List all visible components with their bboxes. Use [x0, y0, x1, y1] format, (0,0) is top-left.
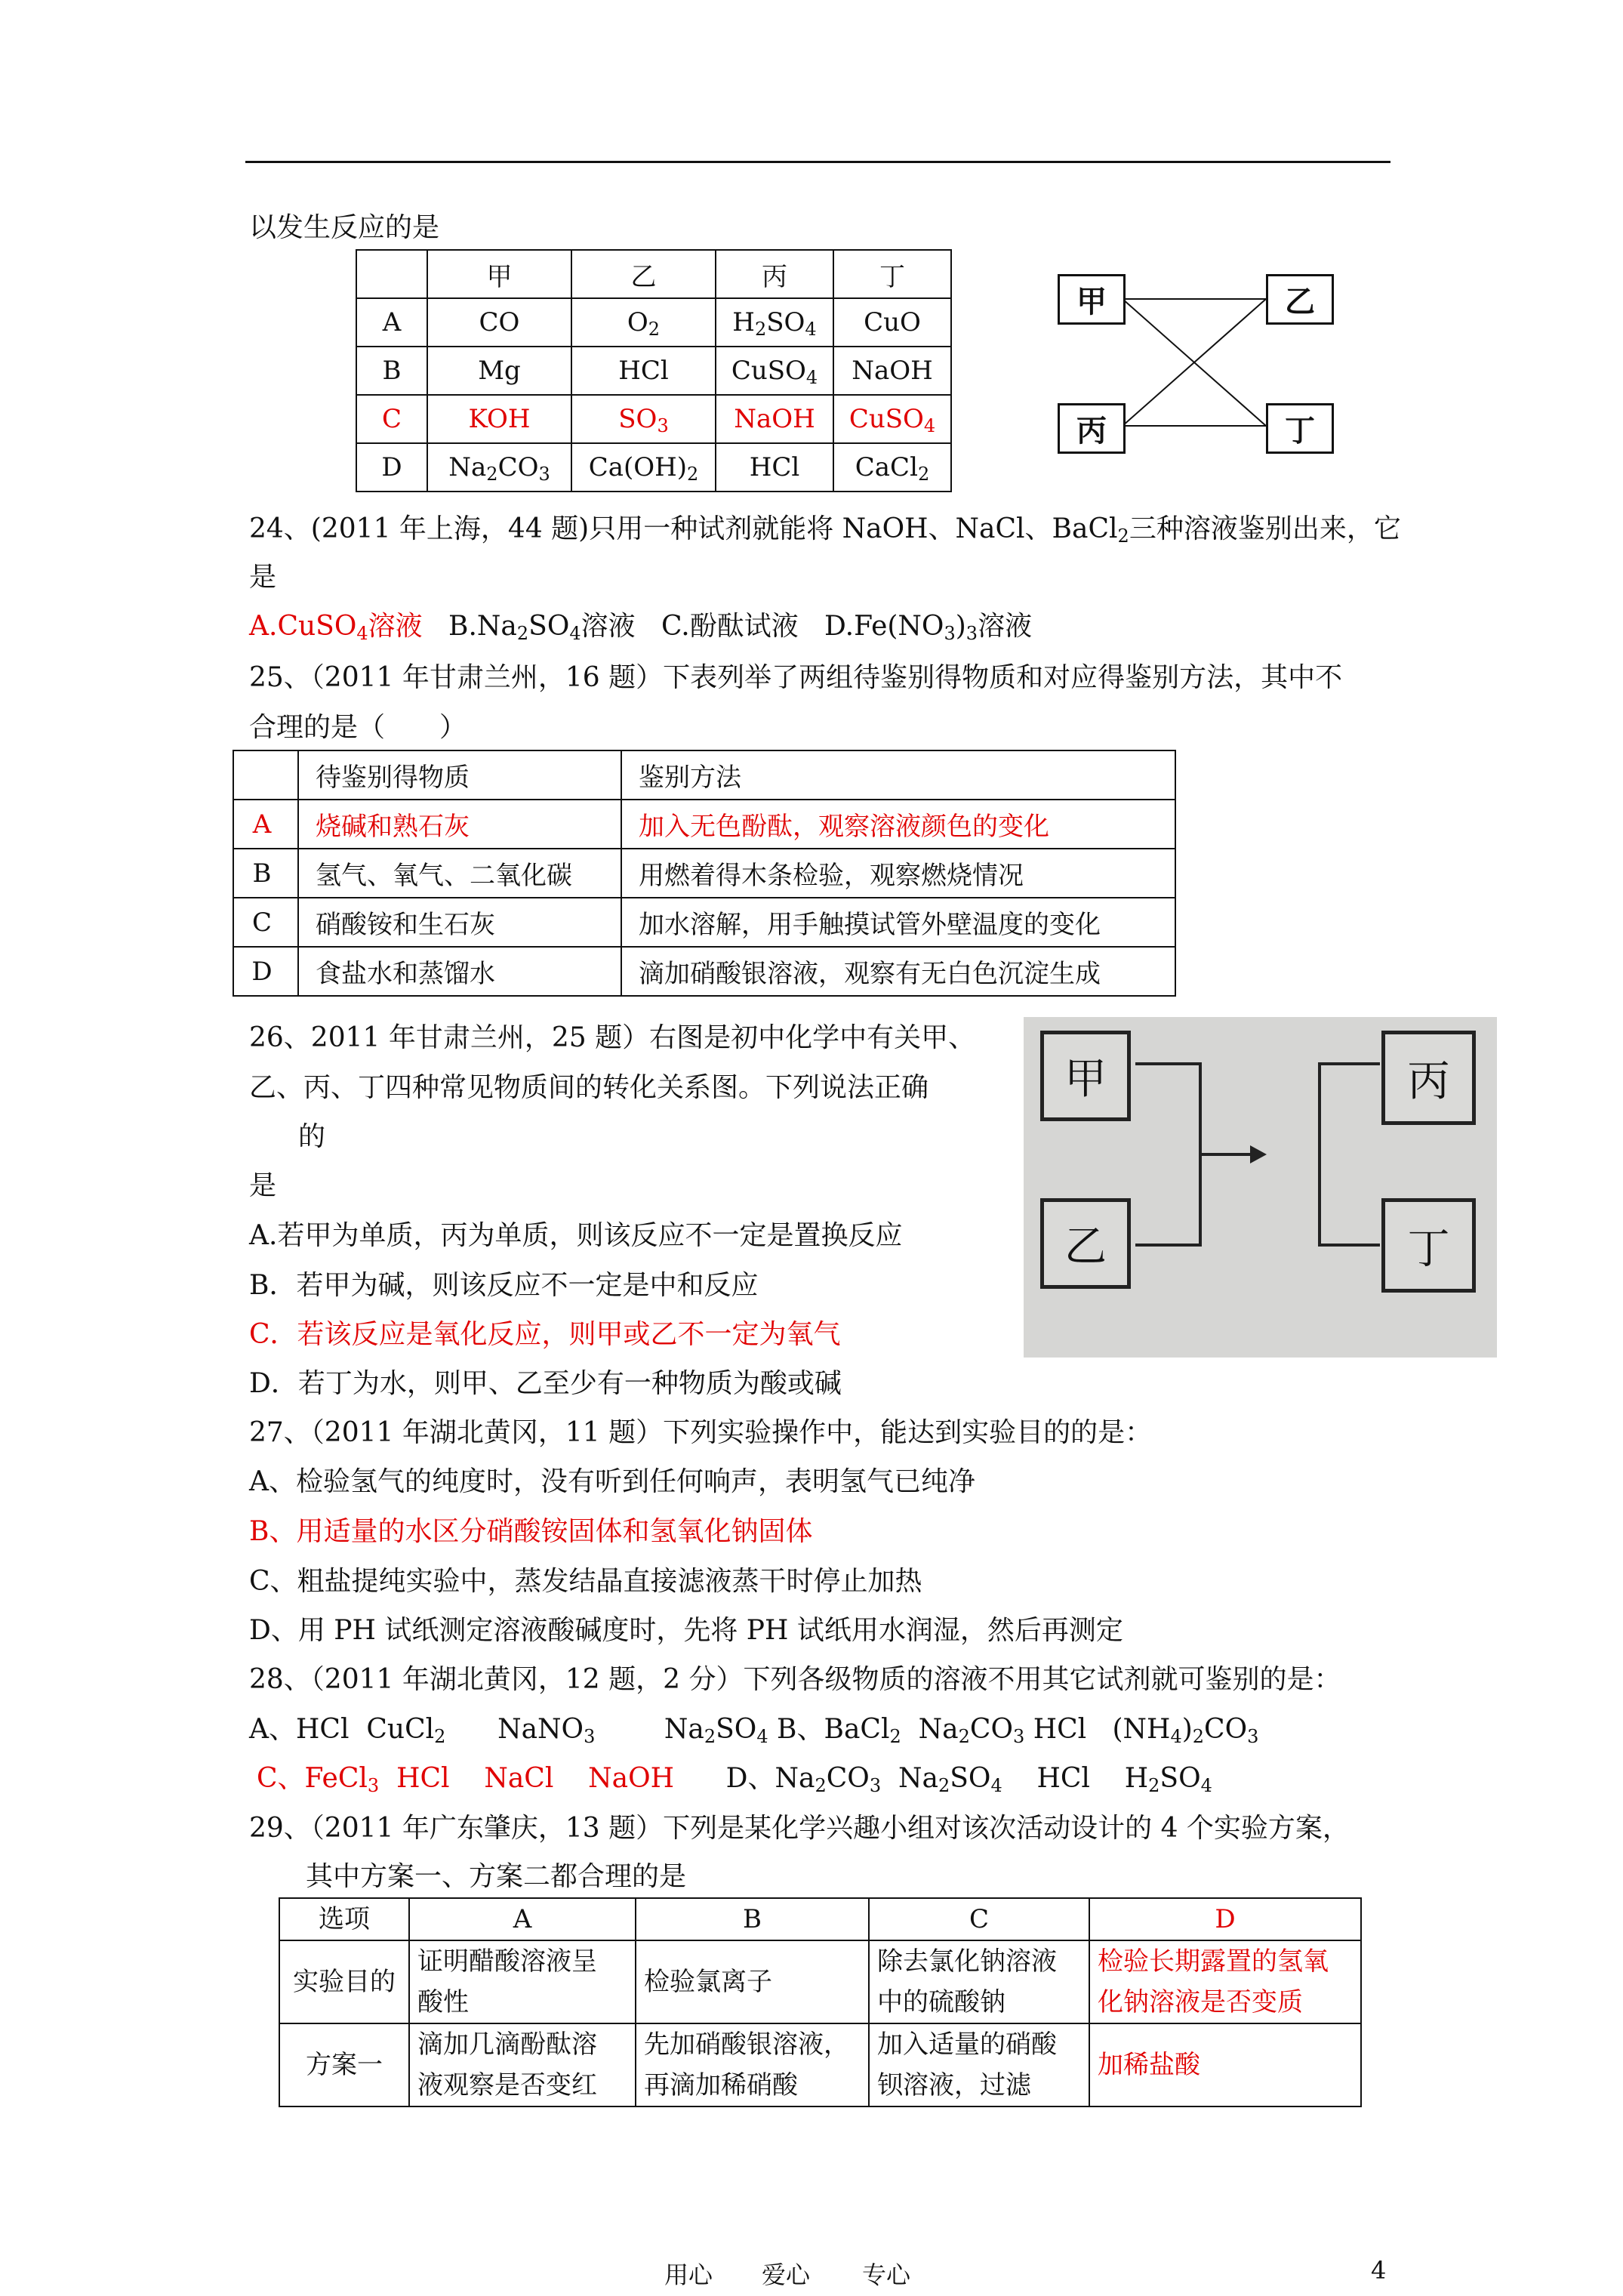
q26-stem-line3: 的 [298, 1121, 326, 1152]
table-row [356, 298, 951, 347]
footer-motto-3: 专心 [862, 2261, 911, 2289]
q23-cell: NaOH [716, 395, 833, 443]
q23-cell: $O_2$ [571, 298, 716, 347]
q23-cell: NaOH [833, 347, 951, 395]
q29-cell: 检验氯离子 [636, 1940, 869, 2023]
q23-box-jia: 甲 [1058, 274, 1126, 325]
q25-row-label: C [233, 898, 298, 947]
q25-substance: 烧碱和熟石灰 [298, 800, 621, 849]
q29-table [279, 1897, 1362, 2107]
q25-row-label: B [233, 849, 298, 898]
q26-stem-line2: 乙、丙、丁四种常见物质间的转化关系图。下列说法正确 [249, 1072, 929, 1103]
q25-substance: 硝酸铵和生石灰 [298, 898, 621, 947]
q26-box-jia: 甲 [1040, 1031, 1131, 1121]
q23-box-yi: 乙 [1266, 274, 1334, 325]
q23-row-label: A [356, 298, 427, 347]
q28-options-line1: A、HCl CuCl$_2$ NaNO$_3$ $Na_2SO_4$ B、BaCl$_2$ $Na_2CO_3$ HCl $(NH_4)_2CO_3$ [249, 1714, 1259, 1747]
table-row [233, 898, 1175, 947]
q24-option-b: $B.Na_2SO_4$溶液 [448, 611, 636, 644]
q26-option-a: A.若甲为单质，丙为单质，则该反应不一定是置换反应 [249, 1220, 903, 1251]
table-row [279, 1940, 1361, 2023]
q25-header-cell: 待鉴别得物质 [298, 750, 621, 800]
q25-table [233, 750, 1176, 997]
q28-options-line2 [257, 1763, 1212, 1796]
q26-box-bing: 丙 [1381, 1031, 1476, 1125]
table-row [356, 395, 951, 443]
table-row [356, 443, 951, 492]
q23-cell: Mg [427, 347, 571, 395]
table-row [233, 947, 1175, 996]
q23-cell: CaCl$_2$ [833, 443, 951, 492]
q25-method: 加入无色酚酞，观察溶液颜色的变化 [621, 800, 1175, 849]
q25-method: 滴加硝酸银溶液，观察有无白色沉淀生成 [621, 947, 1175, 996]
q24-option-d: $D.Fe(NO_3)_3$溶液 [824, 611, 1033, 644]
q23-header-cell: 丙 [716, 250, 833, 298]
q29-cell: 证明醋酸溶液呈 酸性 [409, 1940, 636, 2023]
q23-cell: KOH [427, 395, 571, 443]
q25-substance: 氢气、氧气、二氧化碳 [298, 849, 621, 898]
q29-cell: 加入适量的硝酸 钡溶液，过滤 [869, 2023, 1089, 2106]
footer-motto-1: 用心 [664, 2261, 713, 2289]
q29-cell: 除去氯化钠溶液 中的硫酸钠 [869, 1940, 1089, 2023]
q26-box-ding: 丁 [1381, 1198, 1476, 1293]
q23-cell: HCl [571, 347, 716, 395]
q25-stem-line1: 25、（2011 年甘肃兰州，16 题）下表列举了两组待鉴别得物质和对应得鉴别方法，其中不 [249, 662, 1343, 693]
q29-cell: 滴加几滴酚酞溶 液观察是否变红 [409, 2023, 636, 2106]
q25-method: 加水溶解，用手触摸试管外壁温度的变化 [621, 898, 1175, 947]
header-line: 以发生反应的是 [249, 212, 440, 243]
q29-cell: 先加硝酸银溶液， 再滴加稀硝酸 [636, 2023, 869, 2106]
q23-cell: CuO [833, 298, 951, 347]
q28-option-d: D、$Na_2CO_3$ $Na_2SO_4$ HCl $H_2SO_4$ [725, 1763, 1212, 1796]
q23-cell: $Ca(OH)_2$ [571, 443, 716, 492]
q23-header-cell [356, 250, 427, 298]
q29-header-cell: C [869, 1898, 1089, 1940]
q25-substance: 食盐水和蒸馏水 [298, 947, 621, 996]
q29-header-cell: 选项 [279, 1898, 409, 1940]
q29-stem-line1: 29、（2011 年广东肇庆，13 题）下列是某化学兴趣小组对该次活动设计的 4 个实验方案， [249, 1813, 1350, 1844]
q23-row-label: C [356, 395, 427, 443]
q29-cell: 检验长期露置的氢氧 化钠溶液是否变质 [1089, 1940, 1361, 2023]
q26-option-b: B．若甲为碱，则该反应不一定是中和反应 [249, 1270, 759, 1301]
q26-stem-line4: 是 [249, 1170, 277, 1201]
q26-diagram-photo [1024, 1017, 1497, 1358]
q26-option-d: D．若丁为水，则甲、乙至少有一种物质为酸或碱 [249, 1368, 842, 1399]
q24-stem-line2: 是 [249, 562, 277, 593]
q25-method: 用燃着得木条检验，观察燃烧情况 [621, 849, 1175, 898]
q28-stem: 28、（2011 年湖北黄冈，12 题，2 分）下列各级物质的溶液不用其它试剂就可鉴别的是： [249, 1664, 1341, 1695]
q29-cell: 加稀盐酸 [1089, 2023, 1361, 2106]
q27-stem: 27、（2011 年湖北黄冈，11 题）下列实验操作中，能达到实验目的的是： [249, 1417, 1153, 1448]
q23-row-label: D [356, 443, 427, 492]
q23-header-cell: 甲 [427, 250, 571, 298]
q24-option-c: C.酚酞试液 [661, 611, 799, 642]
q27-option-d: D、用 PH 试纸测定溶液酸碱度时，先将 PH 试纸用水润湿，然后再测定 [249, 1615, 1123, 1646]
q29-row-label: 方案一 [279, 2023, 409, 2106]
q25-row-label: D [233, 947, 298, 996]
q23-box-ding: 丁 [1266, 403, 1334, 454]
q25-header-cell: 鉴别方法 [621, 750, 1175, 800]
q26-stem-line1: 26、2011 年甘肃兰州，25 题）右图是初中化学中有关甲、 [249, 1022, 976, 1053]
q27-option-a: A、检验氢气的纯度时，没有听到任何响声，表明氢气已纯净 [249, 1466, 975, 1497]
q23-cell: CO [427, 298, 571, 347]
q23-cell: CuSO$_4$ [833, 395, 951, 443]
q25-stem-line2: 合理的是（ ） [249, 712, 467, 743]
q29-stem-line2: 其中方案一、方案二都合理的是 [306, 1861, 687, 1892]
footer-motto-2: 爱心 [762, 2261, 811, 2289]
q25-header-cell [233, 750, 298, 800]
q23-row-label: B [356, 347, 427, 395]
q23-cell: $Na_2CO_3$ [427, 443, 571, 492]
q27-option-c: C、粗盐提纯实验中，蒸发结晶直接滤液蒸干时停止加热 [249, 1566, 922, 1597]
q23-cell: CuSO$_4$ [716, 347, 833, 395]
q26-option-c: C．若该反应是氧化反应，则甲或乙不一定为氧气 [249, 1319, 841, 1350]
q24-options [249, 611, 1033, 644]
q23-cell: $SO_3$ [571, 395, 716, 443]
q24-stem: 24、(2011 年上海，44 题)只用一种试剂就能将 NaOH、NaCl、BaCl$_2$三种溶液鉴别出来，它 [249, 513, 1401, 547]
table-row [356, 347, 951, 395]
q27-option-b: B、用适量的水区分硝酸铵固体和氢氧化钠固体 [249, 1516, 813, 1547]
table-row [233, 849, 1175, 898]
q23-header-cell: 乙 [571, 250, 716, 298]
q24-option-a: A.CuSO$_4$溶液 [249, 611, 423, 644]
q23-header-cell: 丁 [833, 250, 951, 298]
q29-header-cell: B [636, 1898, 869, 1940]
q25-row-label: A [233, 800, 298, 849]
q28-option-c: C、FeCl$_3$ HCl NaCl NaOH [257, 1763, 674, 1796]
q29-row-label: 实验目的 [279, 1940, 409, 2023]
q29-header-cell: A [409, 1898, 636, 1940]
q23-cell: $H_2SO_4$ [716, 298, 833, 347]
q29-header-cell: D [1089, 1898, 1361, 1940]
q26-box-yi: 乙 [1040, 1198, 1131, 1289]
header-rule [245, 161, 1390, 163]
page-number: 4 [1371, 2256, 1387, 2285]
q23-box-bing: 丙 [1058, 403, 1126, 454]
q23-table [356, 249, 952, 492]
table-row [279, 2023, 1361, 2106]
q23-cell: HCl [716, 443, 833, 492]
table-row [233, 800, 1175, 849]
